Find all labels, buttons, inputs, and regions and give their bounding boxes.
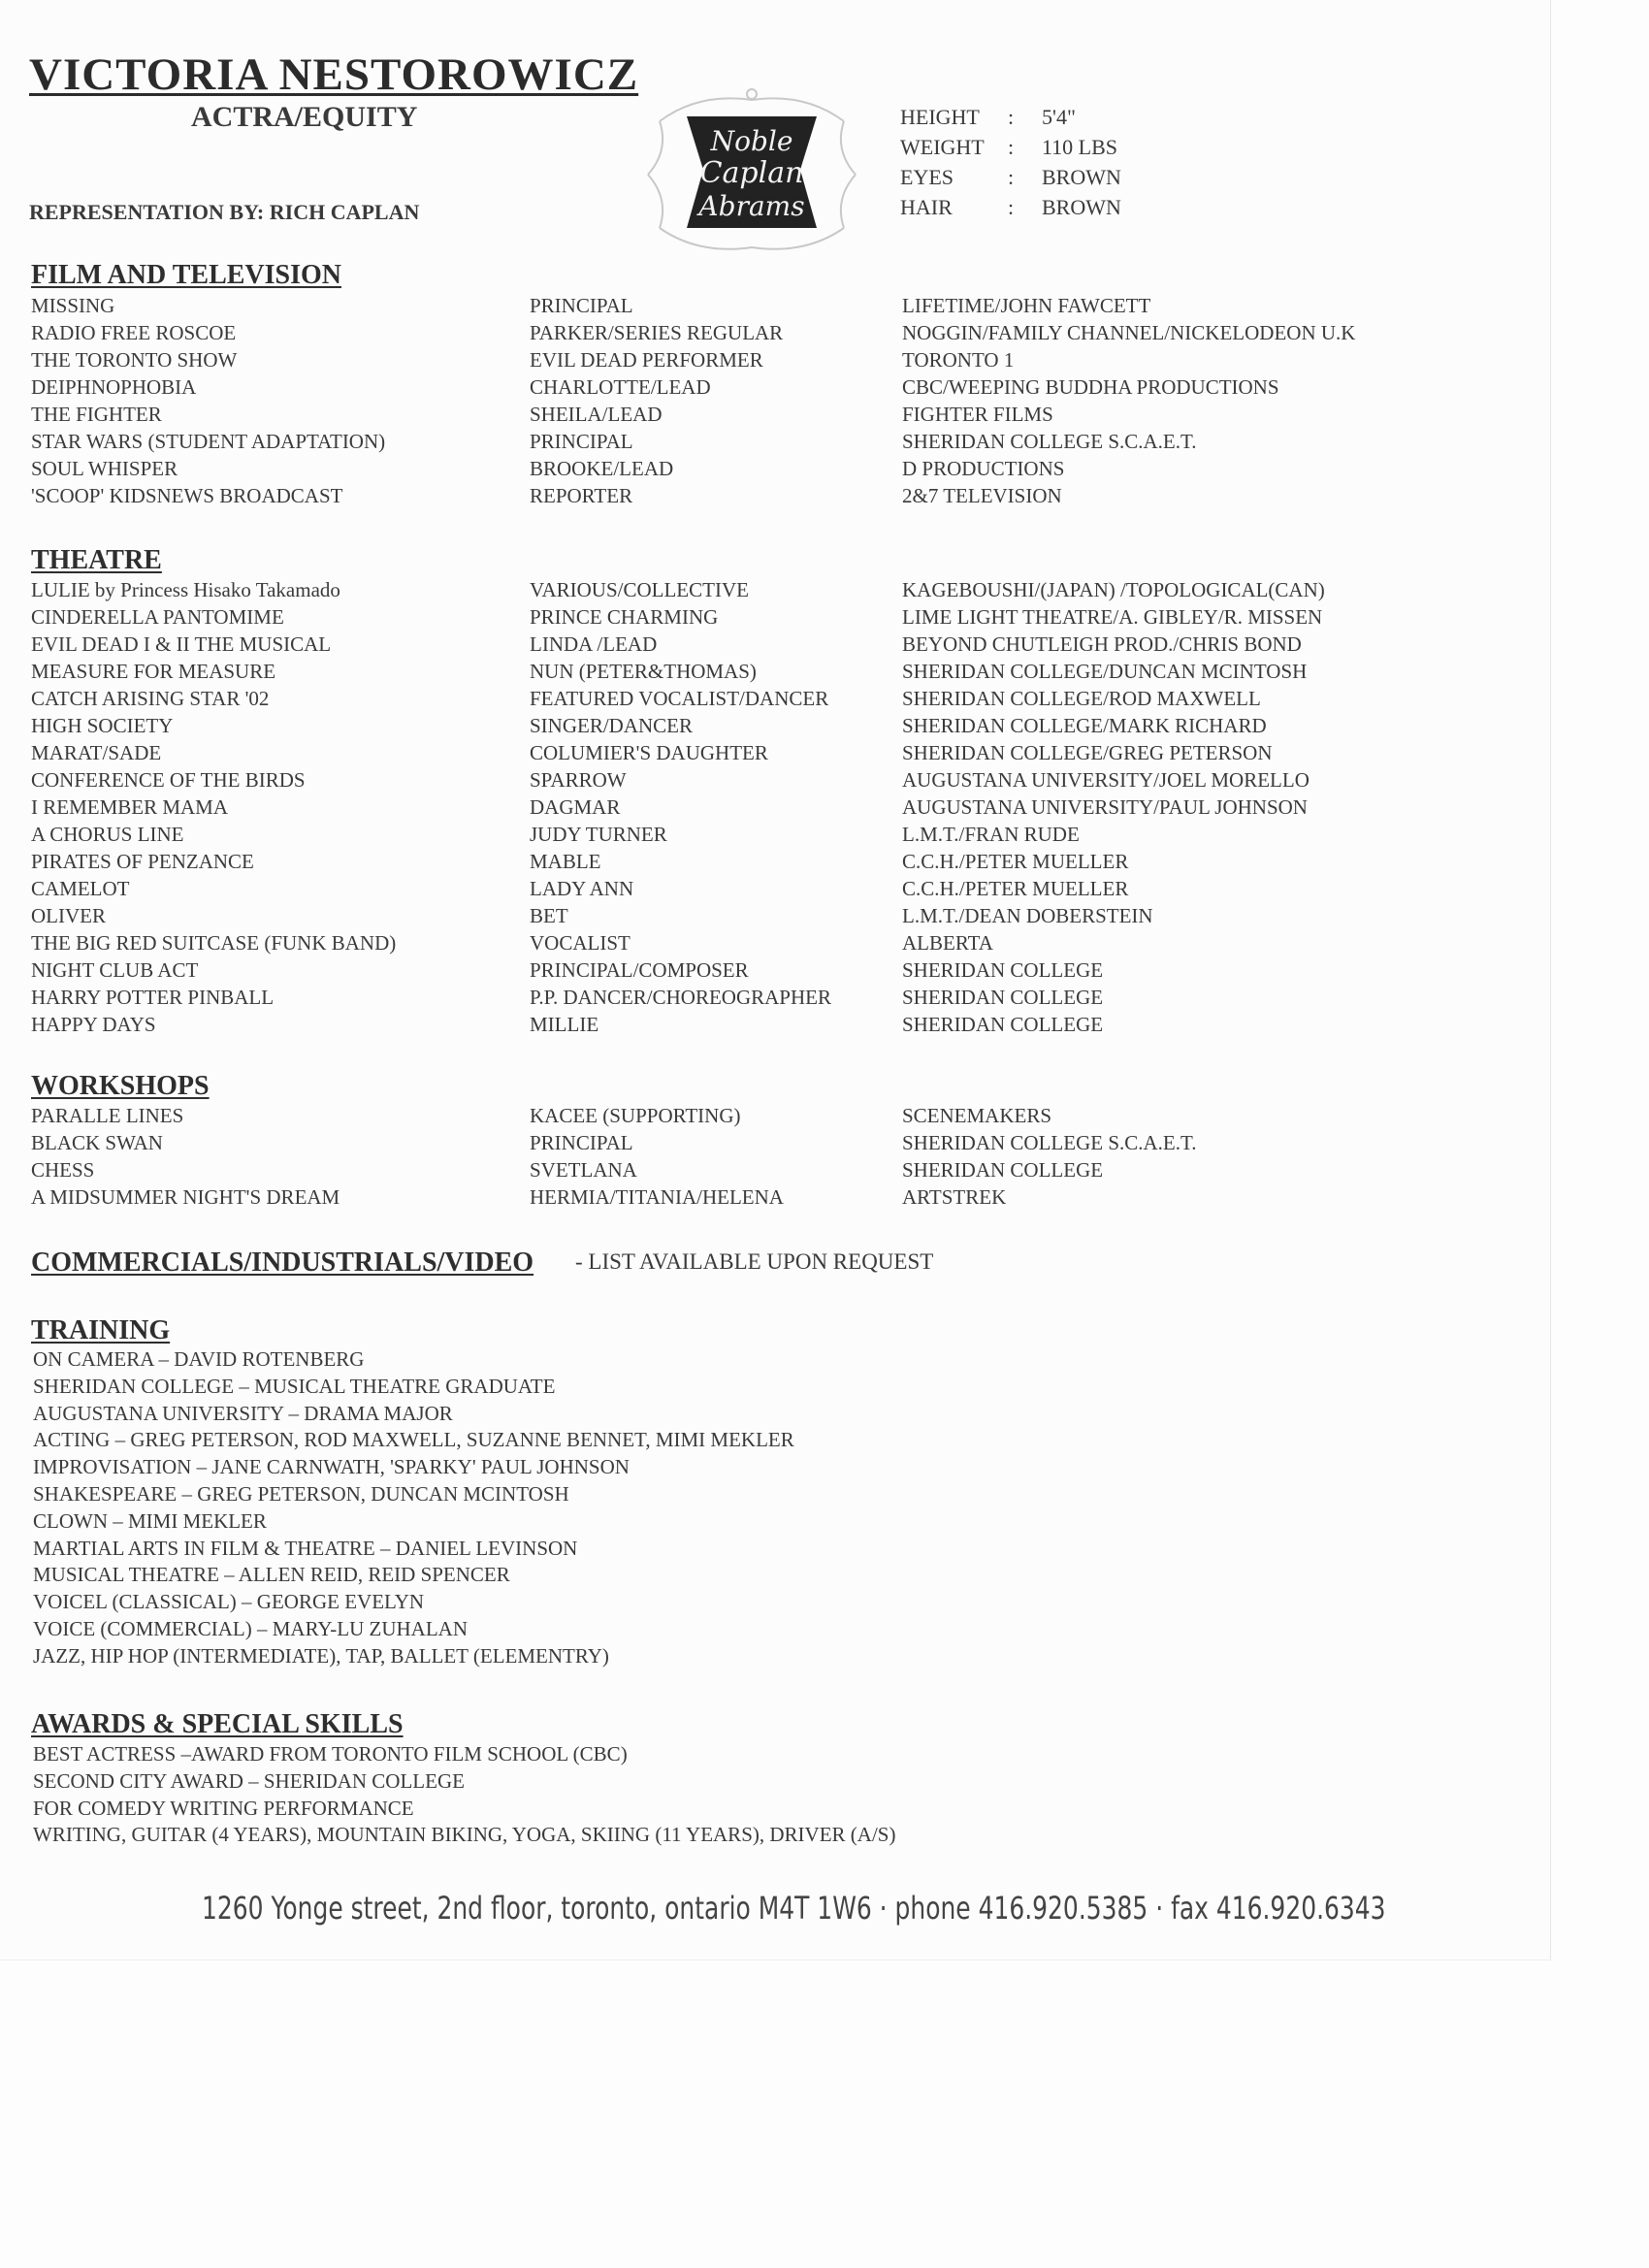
credit-company: SHERIDAN COLLEGE/ROD MAXWELL xyxy=(902,687,1261,710)
section-title-theatre: THEATRE xyxy=(31,545,162,575)
credit-role: SINGER/DANCER xyxy=(530,714,694,737)
credit-title: CINDERELLA PANTOMIME xyxy=(31,605,284,629)
credit-role: KACEE (SUPPORTING) xyxy=(530,1104,741,1127)
training-item: VOICE (COMMERCIAL) – MARY-LU ZUHALAN xyxy=(33,1616,468,1640)
credit-title: A MIDSUMMER NIGHT'S DREAM xyxy=(31,1185,340,1209)
credit-title: BLACK SWAN xyxy=(31,1131,163,1154)
logo-line1: Noble xyxy=(710,125,793,157)
workshop-credit-row xyxy=(31,1185,1389,1213)
section-title-awards: AWARDS & SPECIAL SKILLS xyxy=(31,1709,404,1739)
theatre-credit-row xyxy=(31,741,1389,768)
section-title-workshops: WORKSHOPS xyxy=(31,1071,210,1101)
credit-title: CONFERENCE OF THE BIRDS xyxy=(31,768,306,792)
credit-title: SOUL WHISPER xyxy=(31,457,178,480)
film-credit-row xyxy=(31,348,1389,375)
theatre-credit-row xyxy=(31,958,1389,986)
credit-role: DAGMAR xyxy=(530,795,621,819)
credit-title: STAR WARS (STUDENT ADAPTATION) xyxy=(31,430,386,453)
theatre-credit-row xyxy=(31,605,1389,632)
stat-eyes xyxy=(900,165,1211,195)
credit-company: NOGGIN/FAMILY CHANNEL/NICKELODEON U.K xyxy=(902,321,1356,344)
training-item: SHERIDAN COLLEGE – MUSICAL THEATRE GRADUATE xyxy=(33,1374,556,1398)
commercials-note: - LIST AVAILABLE UPON REQUEST xyxy=(575,1249,934,1274)
credit-title: HAPPY DAYS xyxy=(31,1013,156,1036)
credit-role: BET xyxy=(530,904,568,927)
credit-company: SHERIDAN COLLEGE xyxy=(902,1013,1104,1036)
theatre-credits xyxy=(31,578,1389,1040)
agency-logo xyxy=(640,82,863,262)
award-item: SECOND CITY AWARD – SHERIDAN COLLEGE xyxy=(33,1768,465,1793)
awards-list xyxy=(33,1742,895,1850)
credit-company: ALBERTA xyxy=(902,931,993,955)
credit-title: THE BIG RED SUITCASE (FUNK BAND) xyxy=(31,931,397,955)
credit-title: MISSING xyxy=(31,294,115,317)
stat-colon: : xyxy=(1008,105,1015,129)
credit-company: AUGUSTANA UNIVERSITY/PAUL JOHNSON xyxy=(902,795,1308,819)
theatre-credit-row xyxy=(31,714,1389,741)
credit-company: SHERIDAN COLLEGE xyxy=(902,1158,1104,1182)
section-title-film: FILM AND TELEVISION xyxy=(31,260,342,290)
film-credit-row xyxy=(31,457,1389,484)
credit-company: FIGHTER FILMS xyxy=(902,403,1053,426)
training-item: ON CAMERA – DAVID ROTENBERG xyxy=(33,1347,365,1371)
credit-title: MARAT/SADE xyxy=(31,741,162,764)
credit-title: RADIO FREE ROSCOE xyxy=(31,321,237,344)
film-credit-row xyxy=(31,403,1389,430)
training-item: MUSICAL THEATRE – ALLEN REID, REID SPENCER xyxy=(33,1563,510,1587)
credit-company: LIFETIME/JOHN FAWCETT xyxy=(902,294,1151,317)
credit-company: SCENEMAKERS xyxy=(902,1104,1052,1127)
credit-company: KAGEBOUSHI/(JAPAN) /TOPOLOGICAL(CAN) xyxy=(902,578,1325,601)
credit-role: HERMIA/TITANIA/HELENA xyxy=(530,1185,784,1209)
credit-role: LADY ANN xyxy=(530,877,634,900)
training-item: SHAKESPEARE – GREG PETERSON, DUNCAN MCINTOSH xyxy=(33,1481,569,1506)
training-item: ACTING – GREG PETERSON, ROD MAXWELL, SUZANNE BENNET, MIMI MEKLER xyxy=(33,1428,794,1452)
credit-title: A CHORUS LINE xyxy=(31,823,184,846)
credit-company: BEYOND CHUTLEIGH PROD./CHRIS BOND xyxy=(902,632,1302,656)
credit-role: LINDA /LEAD xyxy=(530,632,658,656)
credit-role: CHARLOTTE/LEAD xyxy=(530,375,711,399)
theatre-credit-row xyxy=(31,823,1389,850)
stat-label: WEIGHT xyxy=(900,135,985,159)
credit-title: 'SCOOP' KIDSNEWS BROADCAST xyxy=(31,484,343,507)
credit-role: PRINCIPAL/COMPOSER xyxy=(530,958,749,982)
credit-role: COLUMIER'S DAUGHTER xyxy=(530,741,768,764)
theatre-credit-row xyxy=(31,877,1389,904)
credit-title: PARALLE LINES xyxy=(31,1104,184,1127)
credit-title: NIGHT CLUB ACT xyxy=(31,958,199,982)
stat-label: HAIR xyxy=(900,195,953,219)
credit-title: LULIE by Princess Hisako Takamado xyxy=(31,578,340,601)
credit-role: REPORTER xyxy=(530,484,633,507)
credit-title: HARRY POTTER PINBALL xyxy=(31,986,275,1009)
theatre-credit-row xyxy=(31,578,1389,605)
theatre-credit-row xyxy=(31,660,1389,687)
credit-role: PRINCE CHARMING xyxy=(530,605,719,629)
award-item: WRITING, GUITAR (4 YEARS), MOUNTAIN BIKING, YOGA, SKIING (11 YEARS), DRIVER (A/S) xyxy=(33,1823,896,1847)
credit-company: ARTSTREK xyxy=(902,1185,1007,1209)
credit-title: THE TORONTO SHOW xyxy=(31,348,238,372)
credit-title: EVIL DEAD I & II THE MUSICAL xyxy=(31,632,332,656)
credit-company: L.M.T./DEAN DOBERSTEIN xyxy=(902,904,1153,927)
credit-role: EVIL DEAD PERFORMER xyxy=(530,348,763,372)
theatre-credit-row xyxy=(31,768,1389,795)
credit-company: SHERIDAN COLLEGE/MARK RICHARD xyxy=(902,714,1267,737)
workshop-credit-row xyxy=(31,1158,1389,1185)
theatre-credit-row xyxy=(31,904,1389,931)
theatre-credit-row xyxy=(31,931,1389,958)
training-item: MARTIAL ARTS IN FILM & THEATRE – DANIEL LEVINSON xyxy=(33,1536,578,1560)
credit-title: I REMEMBER MAMA xyxy=(31,795,229,819)
credit-role: FEATURED VOCALIST/DANCER xyxy=(530,687,829,710)
training-item: JAZZ, HIP HOP (INTERMEDIATE), TAP, BALLET (ELEMENTRY) xyxy=(33,1643,609,1668)
credit-company: TORONTO 1 xyxy=(902,348,1015,372)
stat-colon: : xyxy=(1008,135,1015,159)
credit-role: JUDY TURNER xyxy=(530,823,667,846)
credit-role: NUN (PETER&THOMAS) xyxy=(530,660,757,683)
workshop-credit-row xyxy=(31,1104,1389,1131)
credit-company: SHERIDAN COLLEGE xyxy=(902,986,1104,1009)
credit-company: AUGUSTANA UNIVERSITY/JOEL MORELLO xyxy=(902,768,1310,792)
credit-company: SHERIDAN COLLEGE S.C.A.E.T. xyxy=(902,430,1197,453)
credit-company: SHERIDAN COLLEGE/DUNCAN MCINTOSH xyxy=(902,660,1308,683)
credit-role: PRINCIPAL xyxy=(530,430,633,453)
credit-company: SHERIDAN COLLEGE S.C.A.E.T. xyxy=(902,1131,1197,1154)
stat-colon: : xyxy=(1008,195,1015,219)
representation: REPRESENTATION BY: RICH CAPLAN xyxy=(29,200,420,224)
credit-role: SHEILA/LEAD xyxy=(530,403,663,426)
credit-title: CATCH ARISING STAR '02 xyxy=(31,687,270,710)
credit-company: CBC/WEEPING BUDDHA PRODUCTIONS xyxy=(902,375,1279,399)
credit-title: PIRATES OF PENZANCE xyxy=(31,850,254,873)
credit-title: OLIVER xyxy=(31,904,106,927)
credit-role: PARKER/SERIES REGULAR xyxy=(530,321,784,344)
film-credit-row xyxy=(31,294,1389,321)
credit-role: SVETLANA xyxy=(530,1158,637,1182)
credit-role: MILLIE xyxy=(530,1013,599,1036)
stat-value: BROWN xyxy=(1042,195,1121,219)
credit-company: L.M.T./FRAN RUDE xyxy=(902,823,1080,846)
credit-role: SPARROW xyxy=(530,768,627,792)
credit-role: VOCALIST xyxy=(530,931,630,955)
credit-title: THE FIGHTER xyxy=(31,403,162,426)
theatre-credit-row xyxy=(31,795,1389,823)
credit-role: P.P. DANCER/CHOREOGRAPHER xyxy=(530,986,831,1009)
credit-company: SHERIDAN COLLEGE/GREG PETERSON xyxy=(902,741,1273,764)
training-item: AUGUSTANA UNIVERSITY – DRAMA MAJOR xyxy=(33,1401,453,1425)
section-title-commercials: COMMERCIALS/INDUSTRIALS/VIDEO xyxy=(31,1247,534,1278)
film-credit-row xyxy=(31,484,1389,511)
film-credits xyxy=(31,294,1389,511)
award-item: FOR COMEDY WRITING PERFORMANCE xyxy=(33,1796,414,1820)
credit-title: CAMELOT xyxy=(31,877,130,900)
stat-value: 5'4" xyxy=(1042,105,1076,129)
stat-height xyxy=(900,105,1211,135)
stat-weight xyxy=(900,135,1211,165)
credit-company: 2&7 TELEVISION xyxy=(902,484,1062,507)
logo-line2: Caplan xyxy=(699,156,804,190)
film-credit-row xyxy=(31,430,1389,457)
credit-role: MABLE xyxy=(530,850,601,873)
credit-company: D PRODUCTIONS xyxy=(902,457,1065,480)
stat-colon: : xyxy=(1008,165,1015,189)
physical-stats xyxy=(900,105,1211,225)
stat-label: EYES xyxy=(900,165,954,189)
theatre-credit-row xyxy=(31,850,1389,877)
theatre-credit-row xyxy=(31,986,1389,1013)
award-item: BEST ACTRESS –AWARD FROM TORONTO FILM SCHOOL (CBC) xyxy=(33,1742,628,1766)
stat-hair xyxy=(900,195,1211,225)
training-item: VOICEL (CLASSICAL) – GEORGE EVELYN xyxy=(33,1590,425,1614)
credit-role: BROOKE/LEAD xyxy=(530,457,674,480)
actor-name: VICTORIA NESTOROWICZ xyxy=(29,49,639,100)
credit-role: PRINCIPAL xyxy=(530,294,633,317)
section-title-training: TRAINING xyxy=(31,1315,171,1345)
workshop-credit-row xyxy=(31,1131,1389,1158)
credit-company: C.C.H./PETER MUELLER xyxy=(902,877,1129,900)
training-item: CLOWN – MIMI MEKLER xyxy=(33,1508,267,1533)
credit-company: LIME LIGHT THEATRE/A. GIBLEY/R. MISSEN xyxy=(902,605,1323,629)
union-affiliation: ACTRA/EQUITY xyxy=(191,101,418,133)
credit-title: MEASURE FOR MEASURE xyxy=(31,660,276,683)
stat-value: BROWN xyxy=(1042,165,1121,189)
training-list xyxy=(33,1347,794,1671)
stat-label: HEIGHT xyxy=(900,105,980,129)
theatre-credit-row xyxy=(31,687,1389,714)
credit-role: PRINCIPAL xyxy=(530,1131,633,1154)
training-item: IMPROVISATION – JANE CARNWATH, 'SPARKY' PAUL JOHNSON xyxy=(33,1455,630,1479)
credit-company: SHERIDAN COLLEGE xyxy=(902,958,1104,982)
stat-value: 110 LBS xyxy=(1042,135,1118,159)
theatre-credit-row xyxy=(31,1013,1389,1040)
credit-title: HIGH SOCIETY xyxy=(31,714,174,737)
logo-line3: Abrams xyxy=(698,190,805,222)
film-credit-row xyxy=(31,321,1389,348)
credit-title: DEIPHNOPHOBIA xyxy=(31,375,197,399)
agency-address-footer: 1260 Yonge street, 2nd floor, toronto, ontario M4T 1W6 · phone 416.920.5385 · fax 416.920.6343 xyxy=(202,1890,1386,1927)
credit-role: VARIOUS/COLLECTIVE xyxy=(530,578,749,601)
credit-title: CHESS xyxy=(31,1158,95,1182)
theatre-credit-row xyxy=(31,632,1389,660)
credit-company: C.C.H./PETER MUELLER xyxy=(902,850,1129,873)
film-credit-row xyxy=(31,375,1389,403)
workshop-credits xyxy=(31,1104,1389,1213)
